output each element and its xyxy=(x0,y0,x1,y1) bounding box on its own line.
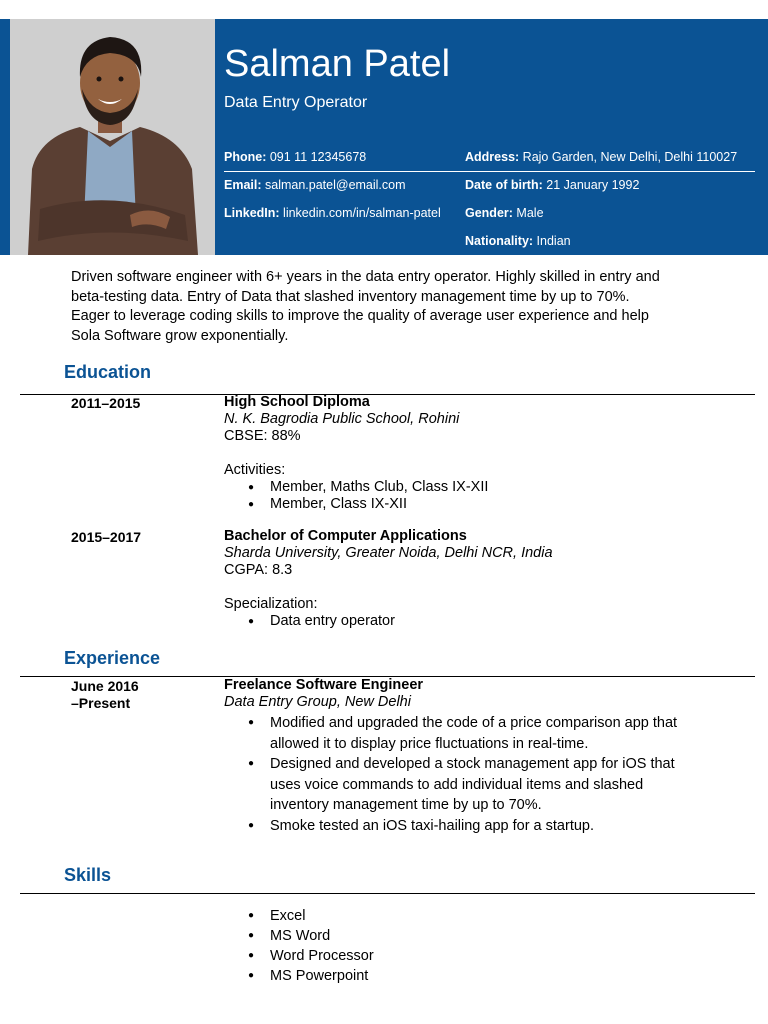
experience-entry xyxy=(224,677,724,836)
nationality-value: Indian xyxy=(536,234,571,248)
list-item: ● Member, Maths Club, Class IX-XII xyxy=(270,479,724,496)
summary-line: beta-testing data. Entry of Data that slashed inventory management time by up to 70%. xyxy=(71,288,630,305)
list-item: ● Member, Class IX-XII xyxy=(270,496,724,513)
address-label: Address: xyxy=(465,150,520,164)
specialization-list xyxy=(224,613,724,630)
phone-field xyxy=(224,150,366,164)
email-label: Email: xyxy=(224,178,262,192)
list-item xyxy=(270,713,724,754)
summary-line: Eager to leverage coding skills to improve the quality of average user experience and help xyxy=(71,308,649,324)
nationality-label: Nationality: xyxy=(465,234,534,248)
bullet-line: ● Smoke tested an iOS taxi-hailing app for a startup. xyxy=(270,817,595,834)
degree-title: Bachelor of Computer Applications xyxy=(224,528,467,544)
summary-line: Sola Software grow exponentially. xyxy=(71,327,289,344)
phone-value: 091 11 12345678 xyxy=(269,150,367,164)
list-item: ● MS Word xyxy=(270,926,724,946)
bullet-line: ● Modified and upgraded the code of a price comparison app that xyxy=(270,715,678,731)
profile-photo xyxy=(10,19,215,255)
list-item: ● Excel xyxy=(270,906,724,926)
skills-divider xyxy=(20,893,755,894)
job-title: Freelance Software Engineer xyxy=(224,677,424,693)
phone-label: Phone: xyxy=(224,150,267,164)
period-end: –Present xyxy=(71,694,131,711)
education-heading: Education xyxy=(64,362,152,382)
list-item: ● Data entry operator xyxy=(270,613,724,630)
list-label: Activities: xyxy=(224,462,286,478)
nationality-field xyxy=(465,234,571,248)
education-entry-2 xyxy=(224,528,724,630)
email-field xyxy=(224,178,406,192)
degree-title: High School Diploma xyxy=(224,394,370,410)
activities-list xyxy=(224,479,724,513)
address-value: Rajo Garden, New Delhi, Delhi 110027 xyxy=(522,150,738,164)
institution-name: N. K. Bagrodia Public School, Rohini xyxy=(224,411,460,427)
company-name: Data Entry Group, New Delhi xyxy=(224,694,411,710)
linkedin-value: linkedin.com/in/salman-patel xyxy=(283,206,441,220)
list-label: Specialization: xyxy=(224,596,318,612)
dob-value: 21 January 1992 xyxy=(546,178,640,192)
grade-text: CBSE: 88% xyxy=(224,428,301,444)
institution-name: Sharda University, Greater Noida, Delhi NCR, India xyxy=(224,545,553,561)
skills-block xyxy=(224,906,724,986)
candidate-name: Salman Patel xyxy=(224,43,451,85)
list-item xyxy=(270,754,724,816)
period-start: June 2016 xyxy=(71,678,139,694)
gender-field xyxy=(465,206,544,220)
education-period-1: 2011–2015 xyxy=(71,395,141,411)
dob-label: Date of birth: xyxy=(465,178,543,192)
experience-bullets xyxy=(224,713,724,836)
address-field xyxy=(465,150,737,164)
linkedin-label: LinkedIn: xyxy=(224,206,280,220)
bullet-line: inventory management time by up to 70%. xyxy=(270,797,542,813)
bullet-line: ● Designed and developed a stock management app for iOS that xyxy=(270,756,675,772)
education-period-2: 2015–2017 xyxy=(71,529,142,545)
education-entry-1 xyxy=(224,394,724,513)
grade-text: CGPA: 8.3 xyxy=(224,562,293,578)
list-item xyxy=(270,816,724,837)
bullet-line: allowed it to display price fluctuations in real-time. xyxy=(270,735,589,752)
bullet-line: uses voice commands to add individual items and slashed xyxy=(270,776,644,793)
gender-value: Male xyxy=(516,206,544,220)
linkedin-field xyxy=(224,206,441,220)
list-item: ● MS Powerpoint xyxy=(270,966,724,986)
email-value: salman.patel@email.com xyxy=(265,178,406,192)
experience-period xyxy=(71,678,139,711)
list-item: ● Word Processor xyxy=(270,946,724,966)
summary-line: Driven software engineer with 6+ years in the data entry operator. Highly skilled in entry and xyxy=(71,269,660,285)
dob-field xyxy=(465,178,639,192)
summary-paragraph xyxy=(71,268,721,346)
skills-heading: Skills xyxy=(64,865,112,885)
contact-divider xyxy=(224,171,755,172)
experience-heading: Experience xyxy=(64,648,161,668)
candidate-role: Data Entry Operator xyxy=(224,94,368,111)
skills-list xyxy=(224,906,724,986)
gender-label: Gender: xyxy=(465,206,513,220)
